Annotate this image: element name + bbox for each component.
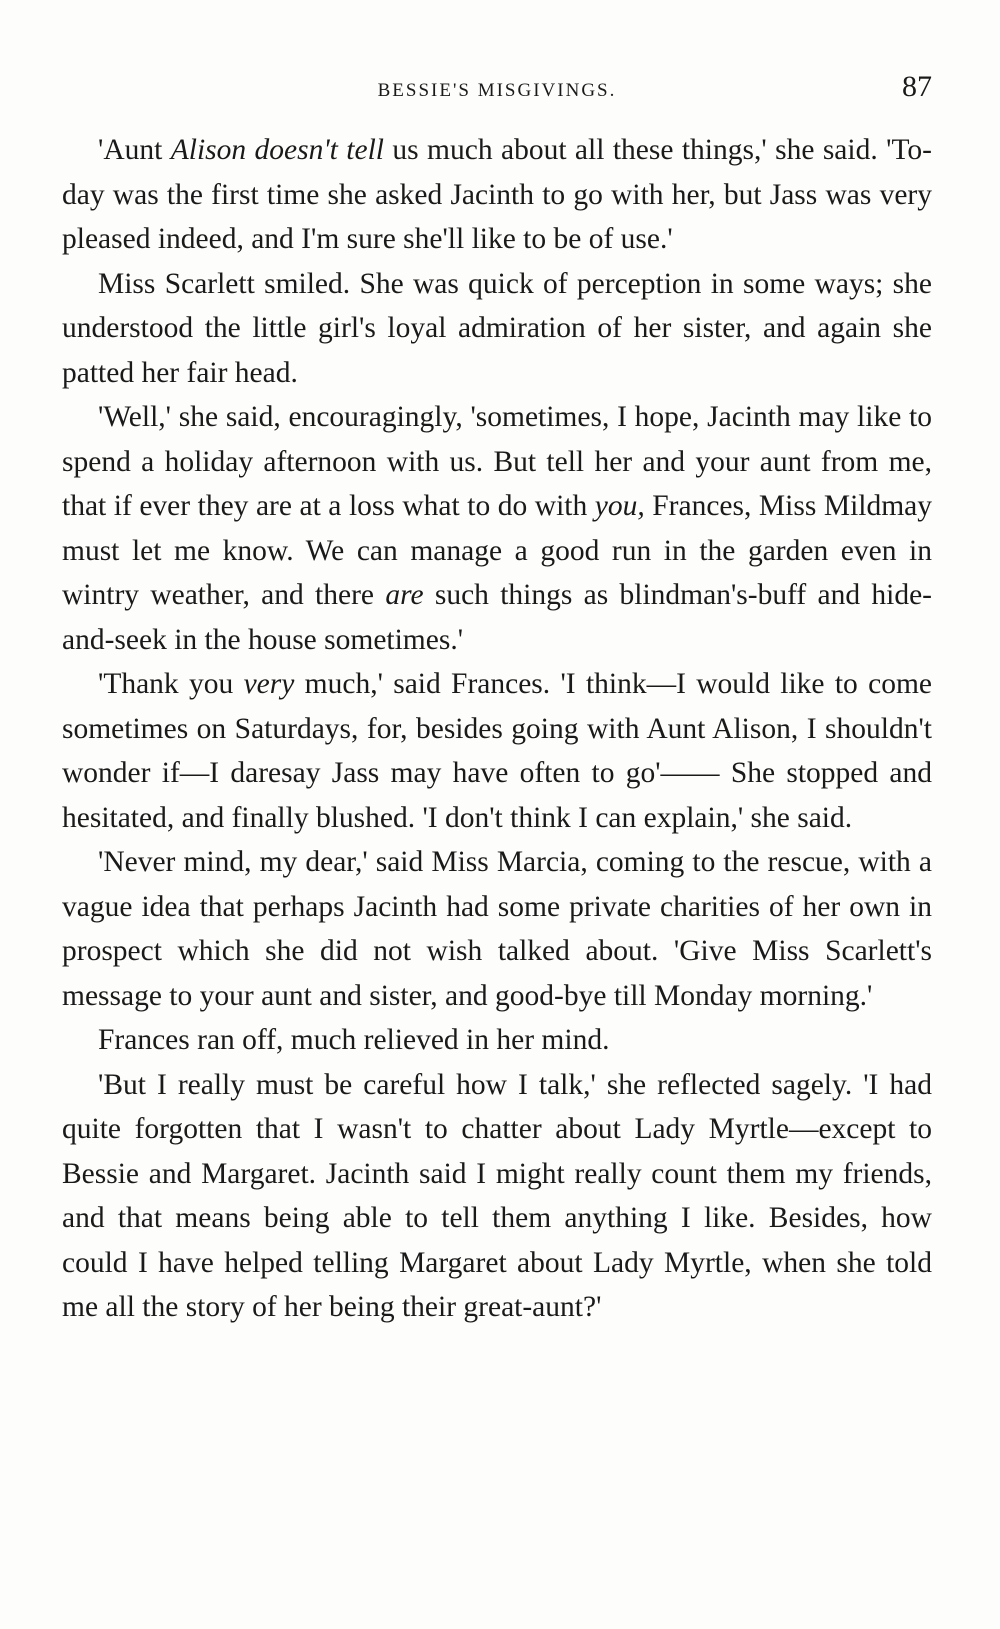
- body-text: [62, 128, 932, 1330]
- paragraph-1-text-cont: us much about all these things,' she said. 'To-day was the first time she asked Jacinth to go with her, but Jass was very pleased indeed, and I'm sure she'll like to be of use.': [62, 134, 932, 255]
- paragraph-1-italic: Alison doesn't tell: [170, 134, 384, 166]
- paragraph-2: [62, 262, 932, 396]
- paragraph-4: [62, 662, 932, 840]
- paragraph-5: [62, 840, 932, 1018]
- page-header: [62, 70, 932, 110]
- paragraph-3-italic-2: are: [385, 579, 424, 611]
- paragraph-3-text-cont: Frances, Miss Mildmay must let me know. We can manage a good run in the garden even in wintry weather, and there: [62, 490, 933, 611]
- paragraph-1-text: 'Aunt: [98, 134, 171, 166]
- running-head: BESSIE'S MISGIVINGS.: [377, 80, 617, 101]
- paragraph-3-text: 'Well,' she said, encouragingly, 'sometimes, I hope, Jacinth may like to spend a holiday afternoon with us. But tell her and your aunt from me, that if ever they are at a loss what to do with: [62, 401, 932, 522]
- paragraph-4-text: 'Thank you: [98, 668, 244, 700]
- page-number: 87: [902, 70, 932, 103]
- paragraph-7-text: 'But I really must be careful how I talk,' she reflected sagely. 'I had quite forgotten that I wasn't to chatter about Lady Myrtle—except to Bessie and Margaret. Jacinth said I might really count them my friends, and that means being able to tell them anything I like. Besides, how could I have helped telling Margaret about Lady Myrtle, when she told me all the story of her being their great-aunt?': [62, 1068, 932, 1323]
- paragraph-3-italic: you,: [594, 490, 645, 522]
- paragraph-4-text-cont: much,' said Frances. 'I think—I would like to come sometimes on Saturdays, for, besides going with Aunt Alison, I shouldn't wonder if—I daresay Jass may have often to go'—— She stopped and hesitated, and finally blushed. 'I don't think I can explain,' she said.: [62, 668, 932, 834]
- paragraph-3: [62, 395, 932, 662]
- paragraph-5-text: 'Never mind, my dear,' said Miss Marcia, coming to the rescue, with a vague idea that perhaps Jacinth had some private charities of her own in prospect which she did not wish talked about. 'Give Miss Scarlett's message to your aunt and sister, and good-bye till Monday morning.': [62, 846, 932, 1012]
- paragraph-3-text-end: such things as blindman's-buff and hide-and-seek in the house sometimes.': [62, 579, 932, 656]
- paragraph-6: [62, 1018, 932, 1063]
- paragraph-6-text: Frances ran off, much relieved in her mind.: [98, 1024, 610, 1056]
- paragraph-1: [62, 128, 932, 262]
- paragraph-4-italic: very: [243, 668, 295, 700]
- paragraph-7: [62, 1063, 932, 1330]
- paragraph-2-text: Miss Scarlett smiled. She was quick of perception in some ways; she understood the little girl's loyal admiration of her sister, and again she patted her fair head.: [62, 267, 932, 389]
